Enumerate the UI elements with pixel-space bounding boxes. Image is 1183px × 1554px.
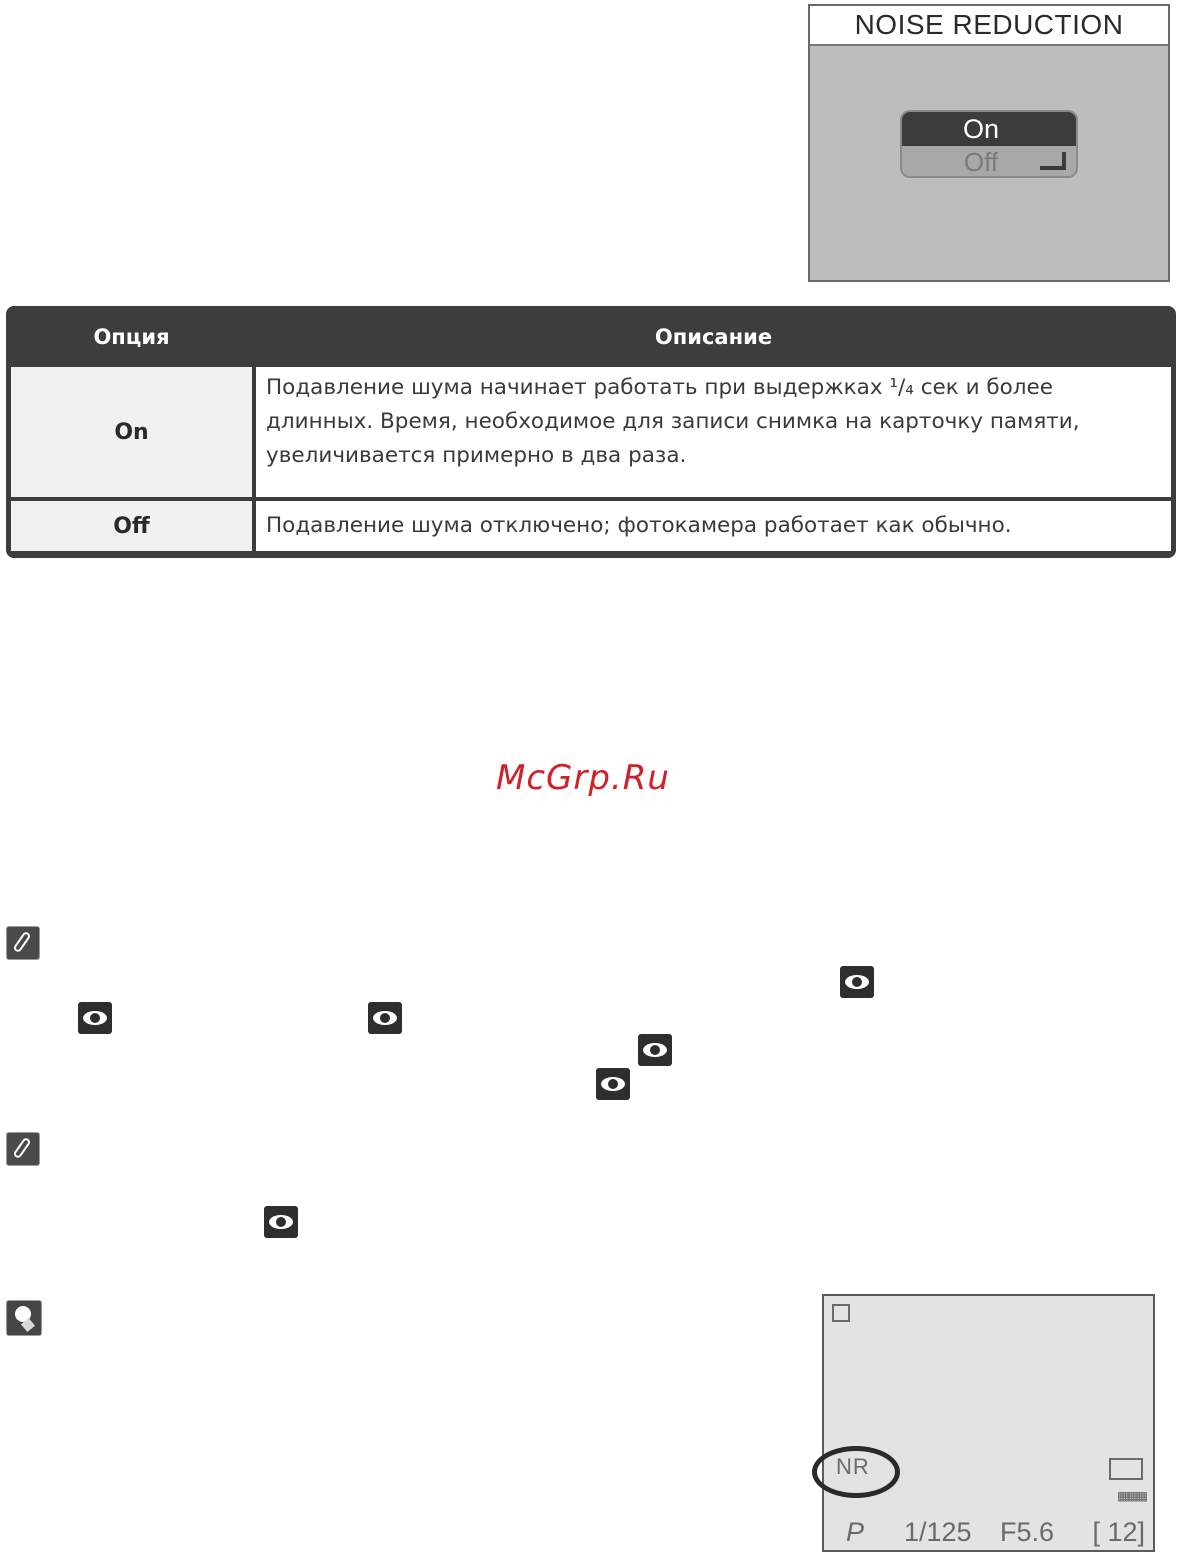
- menu-option-on: On: [902, 112, 1076, 146]
- menu-option-off: [902, 146, 1076, 178]
- description-cell: Подавление шума начинает работать при выдержках ¹/₄ сек и более длинных. Время, необходимое для записи снимка на карточку памяти, увеличивается примерно в два раза.: [256, 367, 1171, 497]
- see-page-eye-icon: [368, 1002, 402, 1034]
- header-option: Опция: [93, 325, 170, 349]
- header-description: Описание: [654, 325, 773, 349]
- monitor-status-bar: [830, 1512, 1147, 1548]
- nr-highlight-circle: [812, 1446, 900, 1498]
- options-table: [6, 306, 1176, 558]
- watermark: McGrp.Ru: [496, 758, 670, 798]
- monitor-display-screenshot: [822, 1294, 1155, 1552]
- image-quality-icon: ▦▦▦: [1118, 1488, 1147, 1506]
- enter-return-icon: [1040, 152, 1066, 170]
- see-page-eye-icon: [78, 1002, 112, 1034]
- frames-remaining: [ 12]: [1092, 1517, 1145, 1547]
- memory-card-icon: [1109, 1458, 1143, 1480]
- menu-option-off-label: Off: [963, 147, 999, 177]
- see-page-eye-icon: [596, 1068, 630, 1100]
- menu-options-box: [900, 110, 1078, 178]
- shutter-speed: 1/125: [904, 1517, 972, 1547]
- noise-reduction-menu-screenshot: [808, 4, 1170, 282]
- frame-mode-icon: [832, 1304, 850, 1322]
- table-header: [11, 311, 1171, 363]
- option-cell: Off: [11, 501, 252, 551]
- see-page-eye-icon: [840, 966, 874, 998]
- option-cell: On: [11, 367, 252, 497]
- table-row: [11, 501, 1171, 551]
- pencil-note-icon: [6, 1132, 40, 1166]
- menu-title: NOISE REDUCTION: [810, 6, 1168, 46]
- table-row: [11, 367, 1171, 497]
- see-page-eye-icon: [264, 1206, 298, 1238]
- tip-lightbulb-icon: [6, 1300, 42, 1336]
- aperture: F5.6: [1000, 1517, 1055, 1547]
- nr-indicator: NR: [836, 1454, 870, 1479]
- pencil-note-icon: [6, 926, 40, 960]
- exposure-mode: P: [846, 1517, 865, 1547]
- see-page-eye-icon: [638, 1034, 672, 1066]
- description-cell: Подавление шума отключено; фотокамера работает как обычно.: [256, 501, 1171, 551]
